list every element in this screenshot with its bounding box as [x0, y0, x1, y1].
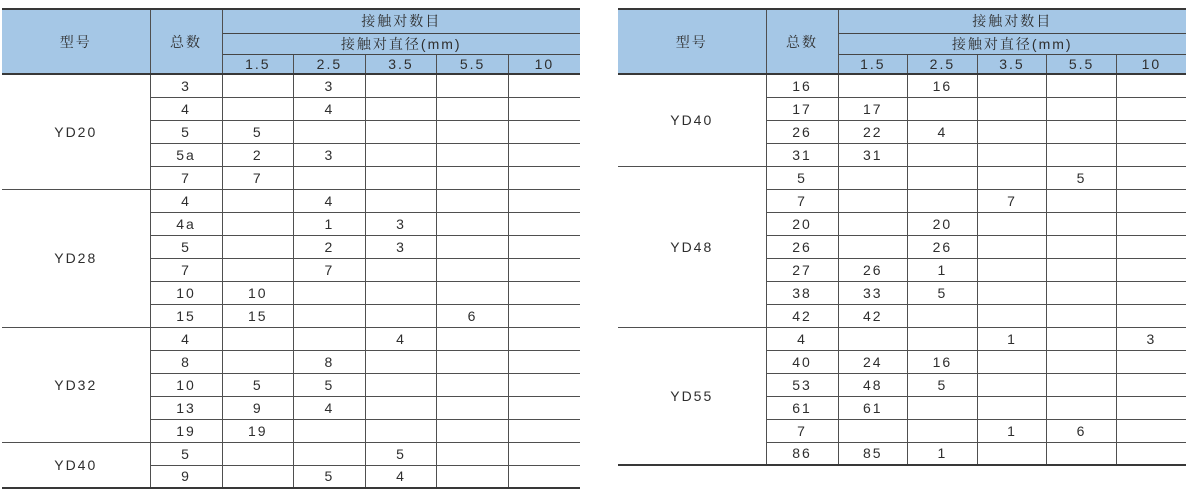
value-cell: 3 [365, 212, 437, 235]
value-cell: 4 [365, 465, 437, 488]
value-cell [1047, 212, 1117, 235]
value-cell: 1 [908, 442, 978, 465]
value-cell: 1 [908, 258, 978, 281]
value-cell [508, 442, 580, 465]
total-cell: 61 [766, 396, 838, 419]
total-cell: 3 [150, 74, 222, 97]
total-cell: 7 [150, 258, 222, 281]
value-cell [838, 212, 908, 235]
table-header [2, 9, 580, 74]
value-cell [437, 350, 509, 373]
total-cell: 5 [150, 235, 222, 258]
value-cell [977, 97, 1047, 120]
value-cell: 5 [294, 465, 366, 488]
value-cell [294, 419, 366, 442]
value-cell [508, 74, 580, 97]
value-cell: 7 [222, 166, 294, 189]
value-cell [977, 350, 1047, 373]
value-cell [977, 120, 1047, 143]
value-cell [1116, 189, 1186, 212]
value-cell [1116, 304, 1186, 327]
model-cell: YD48 [618, 166, 766, 327]
value-cell [437, 212, 509, 235]
value-cell: 7 [977, 189, 1047, 212]
value-cell [437, 465, 509, 488]
total-cell: 9 [150, 465, 222, 488]
total-cell: 20 [766, 212, 838, 235]
value-cell [437, 419, 509, 442]
value-cell [977, 304, 1047, 327]
value-cell [437, 143, 509, 166]
value-cell: 5 [222, 373, 294, 396]
spec-table-left [2, 8, 580, 489]
table-row [2, 442, 580, 465]
value-cell: 26 [908, 235, 978, 258]
value-cell [365, 189, 437, 212]
value-cell [365, 281, 437, 304]
value-cell [508, 189, 580, 212]
diameter-col-header: 5.5 [1047, 54, 1117, 74]
value-cell [365, 373, 437, 396]
value-cell [222, 74, 294, 97]
total-cell: 4a [150, 212, 222, 235]
model-column-header: 型号 [2, 9, 150, 74]
value-cell [1116, 212, 1186, 235]
value-cell: 19 [222, 419, 294, 442]
value-cell: 26 [838, 258, 908, 281]
value-cell: 16 [908, 350, 978, 373]
total-column-header: 总数 [766, 9, 838, 74]
value-cell [908, 189, 978, 212]
model-cell: YD55 [618, 327, 766, 465]
value-cell: 6 [1047, 419, 1117, 442]
value-cell [437, 189, 509, 212]
value-cell [508, 396, 580, 419]
table-row [618, 166, 1186, 189]
total-cell: 26 [766, 120, 838, 143]
total-cell: 42 [766, 304, 838, 327]
total-cell: 10 [150, 281, 222, 304]
value-cell [1047, 235, 1117, 258]
model-cell: YD32 [2, 327, 150, 442]
value-cell [365, 396, 437, 419]
value-cell [294, 327, 366, 350]
value-cell [1047, 258, 1117, 281]
value-cell [222, 258, 294, 281]
value-cell [365, 97, 437, 120]
value-cell [1116, 419, 1186, 442]
value-cell [365, 120, 437, 143]
table-header [618, 9, 1186, 74]
total-cell: 4 [766, 327, 838, 350]
value-cell [508, 304, 580, 327]
total-cell: 15 [150, 304, 222, 327]
total-cell: 4 [150, 97, 222, 120]
value-cell: 5 [908, 281, 978, 304]
value-cell [977, 281, 1047, 304]
value-cell: 3 [294, 143, 366, 166]
value-cell [977, 143, 1047, 166]
value-cell: 20 [908, 212, 978, 235]
value-cell: 8 [294, 350, 366, 373]
value-cell [222, 465, 294, 488]
total-cell: 86 [766, 442, 838, 465]
total-cell: 17 [766, 97, 838, 120]
value-cell [437, 442, 509, 465]
value-cell [1047, 327, 1117, 350]
model-cell: YD40 [2, 442, 150, 488]
table-row [618, 74, 1186, 97]
value-cell: 2 [222, 143, 294, 166]
diameter-col-header: 10 [1116, 54, 1186, 74]
contact-count-header: 接触对数目 [222, 9, 580, 33]
table-row [2, 327, 580, 350]
table-row [618, 327, 1186, 350]
value-cell [222, 350, 294, 373]
total-column-header: 总数 [150, 9, 222, 74]
value-cell [908, 304, 978, 327]
value-cell [1047, 304, 1117, 327]
value-cell [1116, 442, 1186, 465]
value-cell [508, 235, 580, 258]
total-cell: 13 [150, 396, 222, 419]
value-cell [1047, 74, 1117, 97]
value-cell [1047, 442, 1117, 465]
value-cell [222, 327, 294, 350]
value-cell [294, 442, 366, 465]
contact-diameter-header: 接触对直径(mm) [222, 33, 580, 54]
value-cell [437, 258, 509, 281]
contact-diameter-header: 接触对直径(mm) [838, 33, 1186, 54]
value-cell: 2 [294, 235, 366, 258]
value-cell: 42 [838, 304, 908, 327]
table-body-right [618, 74, 1186, 465]
total-cell: 38 [766, 281, 838, 304]
value-cell: 4 [294, 189, 366, 212]
value-cell [977, 396, 1047, 419]
value-cell [1047, 120, 1117, 143]
value-cell: 9 [222, 396, 294, 419]
value-cell [508, 465, 580, 488]
value-cell [437, 235, 509, 258]
value-cell [1116, 143, 1186, 166]
value-cell [1047, 281, 1117, 304]
value-cell: 16 [908, 74, 978, 97]
total-cell: 7 [766, 419, 838, 442]
value-cell: 4 [908, 120, 978, 143]
value-cell [977, 258, 1047, 281]
value-cell [222, 97, 294, 120]
value-cell: 5 [365, 442, 437, 465]
table-body-left [2, 74, 580, 488]
value-cell: 22 [838, 120, 908, 143]
value-cell: 1 [977, 327, 1047, 350]
value-cell [1116, 258, 1186, 281]
value-cell [1116, 97, 1186, 120]
value-cell: 5 [222, 120, 294, 143]
value-cell: 61 [838, 396, 908, 419]
value-cell [508, 373, 580, 396]
value-cell [1116, 74, 1186, 97]
value-cell [908, 419, 978, 442]
value-cell [908, 143, 978, 166]
table-row [2, 74, 580, 97]
value-cell [977, 212, 1047, 235]
value-cell [908, 327, 978, 350]
total-cell: 31 [766, 143, 838, 166]
value-cell [1047, 350, 1117, 373]
value-cell [1047, 189, 1117, 212]
value-cell [838, 235, 908, 258]
total-cell: 5 [150, 442, 222, 465]
value-cell [977, 442, 1047, 465]
model-cell: YD28 [2, 189, 150, 327]
value-cell [1047, 143, 1117, 166]
value-cell: 5 [294, 373, 366, 396]
total-cell: 4 [150, 189, 222, 212]
value-cell: 15 [222, 304, 294, 327]
value-cell [508, 212, 580, 235]
value-cell: 4 [294, 396, 366, 419]
value-cell: 48 [838, 373, 908, 396]
contact-count-header: 接触对数目 [838, 9, 1186, 33]
value-cell [365, 74, 437, 97]
spec-table-right [618, 8, 1186, 466]
diameter-col-header: 5.5 [437, 54, 509, 74]
value-cell [1116, 396, 1186, 419]
value-cell [838, 327, 908, 350]
value-cell [365, 419, 437, 442]
diameter-col-header: 2.5 [908, 54, 978, 74]
value-cell [1047, 396, 1117, 419]
value-cell: 6 [437, 304, 509, 327]
value-cell [365, 304, 437, 327]
total-cell: 8 [150, 350, 222, 373]
value-cell: 4 [365, 327, 437, 350]
total-cell: 4 [150, 327, 222, 350]
diameter-col-header: 3.5 [365, 54, 437, 74]
diameter-col-header: 10 [508, 54, 580, 74]
value-cell [977, 235, 1047, 258]
value-cell: 5 [1047, 166, 1117, 189]
value-cell [838, 189, 908, 212]
value-cell [1047, 97, 1117, 120]
value-cell [1116, 350, 1186, 373]
value-cell [1116, 166, 1186, 189]
value-cell: 1 [977, 419, 1047, 442]
value-cell: 4 [294, 97, 366, 120]
value-cell [222, 189, 294, 212]
model-cell: YD40 [618, 74, 766, 166]
value-cell: 3 [1116, 327, 1186, 350]
value-cell: 17 [838, 97, 908, 120]
value-cell [365, 143, 437, 166]
value-cell [437, 327, 509, 350]
value-cell [222, 212, 294, 235]
value-cell [437, 97, 509, 120]
value-cell [838, 166, 908, 189]
value-cell: 7 [294, 258, 366, 281]
value-cell [222, 442, 294, 465]
value-cell [508, 120, 580, 143]
value-cell [508, 97, 580, 120]
value-cell [508, 166, 580, 189]
value-cell [908, 97, 978, 120]
value-cell [365, 166, 437, 189]
model-column-header: 型号 [618, 9, 766, 74]
diameter-col-header: 1.5 [222, 54, 294, 74]
value-cell [1116, 235, 1186, 258]
value-cell [1047, 373, 1117, 396]
value-cell [977, 74, 1047, 97]
value-cell: 1 [294, 212, 366, 235]
total-cell: 16 [766, 74, 838, 97]
value-cell [1116, 281, 1186, 304]
value-cell [222, 235, 294, 258]
value-cell [437, 166, 509, 189]
value-cell [294, 281, 366, 304]
value-cell: 85 [838, 442, 908, 465]
value-cell: 24 [838, 350, 908, 373]
value-cell: 31 [838, 143, 908, 166]
total-cell: 53 [766, 373, 838, 396]
table-row [2, 189, 580, 212]
value-cell [1116, 120, 1186, 143]
value-cell: 3 [365, 235, 437, 258]
value-cell [977, 373, 1047, 396]
value-cell [908, 166, 978, 189]
model-cell: YD20 [2, 74, 150, 189]
value-cell: 10 [222, 281, 294, 304]
total-cell: 5a [150, 143, 222, 166]
value-cell [508, 327, 580, 350]
value-cell [508, 258, 580, 281]
total-cell: 7 [150, 166, 222, 189]
value-cell [437, 396, 509, 419]
value-cell [437, 281, 509, 304]
diameter-col-header: 2.5 [294, 54, 366, 74]
value-cell [508, 350, 580, 373]
value-cell [437, 120, 509, 143]
value-cell: 33 [838, 281, 908, 304]
value-cell [294, 120, 366, 143]
value-cell [365, 350, 437, 373]
diameter-col-header: 3.5 [977, 54, 1047, 74]
value-cell [838, 419, 908, 442]
total-cell: 5 [150, 120, 222, 143]
value-cell: 5 [908, 373, 978, 396]
value-cell [508, 143, 580, 166]
value-cell [508, 419, 580, 442]
total-cell: 5 [766, 166, 838, 189]
total-cell: 27 [766, 258, 838, 281]
total-cell: 40 [766, 350, 838, 373]
total-cell: 19 [150, 419, 222, 442]
value-cell: 3 [294, 74, 366, 97]
value-cell [437, 373, 509, 396]
value-cell [294, 304, 366, 327]
value-cell [437, 74, 509, 97]
total-cell: 7 [766, 189, 838, 212]
diameter-col-header: 1.5 [838, 54, 908, 74]
value-cell [977, 166, 1047, 189]
value-cell [1116, 373, 1186, 396]
value-cell [294, 166, 366, 189]
value-cell [908, 396, 978, 419]
total-cell: 10 [150, 373, 222, 396]
total-cell: 26 [766, 235, 838, 258]
value-cell [838, 74, 908, 97]
value-cell [508, 281, 580, 304]
value-cell [365, 258, 437, 281]
